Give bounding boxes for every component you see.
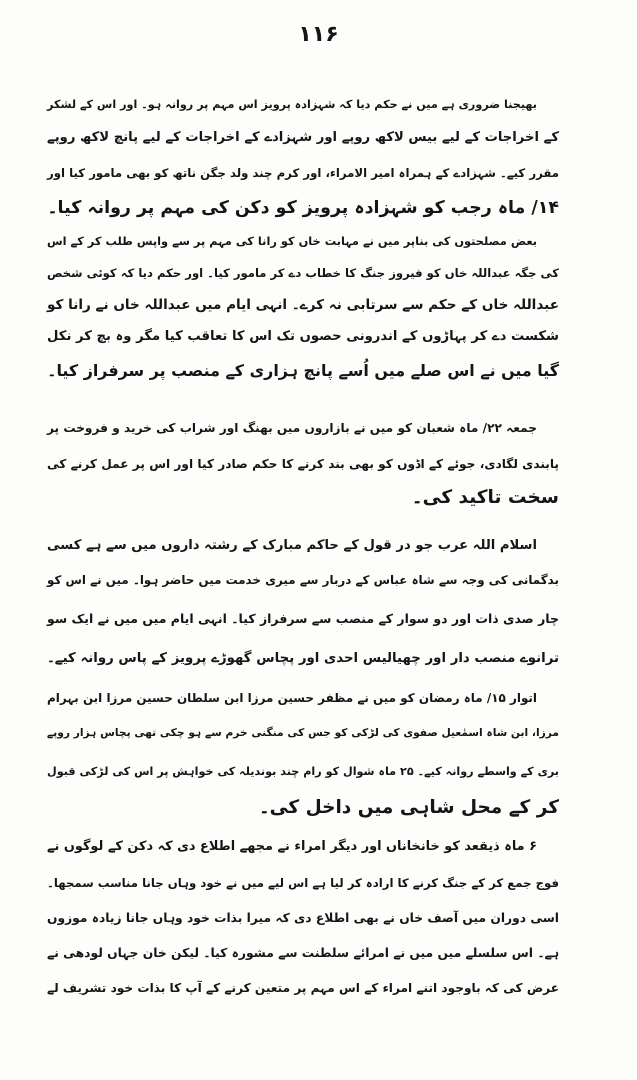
text-line: ترانوے منصب دار اور چھیالیس احدی اور پچاس گھوڑے پرویز کے پاس روانہ کیے۔ bbox=[47, 651, 559, 666]
text-line: عبداللہ خاں کے حکم سے سرتابی نہ کرے۔ انہی ایام میں عبداللہ خاں نے رانا کو bbox=[47, 297, 559, 313]
text-line: کے اخراجات کے لیے بیس لاکھ روپے اور شہزادے کے اخراجات کے لیے پانچ لاکھ روپے bbox=[47, 130, 559, 145]
text-line: عرض کی کہ باوجود اتنے امراء کے اس مہم پر متعین کرنے کے آپ کا بذات خود تشریف لے bbox=[47, 981, 559, 995]
text-line: بری کے واسطے روانہ کیے۔ ۲۵ ماہ شوال کو رام چند بوندیلہ کی خواہش پر اس کی لڑکی قبول bbox=[47, 765, 559, 778]
text-line: بدگمانی کی وجہ سے شاہ عباس کے دربار سے میری خدمت میں حاضر ہوا۔ میں نے اس کو bbox=[47, 573, 559, 587]
text-line: ۱۴/ ماہ رجب کو شہزادہ پرویز کو دکن کی مہم پر روانہ کیا۔ bbox=[47, 198, 559, 218]
text-line: جمعہ ۲۲/ ماہ شعبان کو میں نے بازاروں میں بھنگ اور شراب کی خرید و فروخت پر bbox=[47, 421, 538, 435]
text-line: ہے۔ اس سلسلے میں میں نے امرائے سلطنت سے مشورہ کیا۔ لیکن خان جہاں لودھی نے bbox=[47, 946, 559, 960]
text-line: کی جگہ عبداللہ خاں کو فیروز جنگ کا خطاب دے کر مامور کیا۔ اور حکم دیا کہ کوئی شخص bbox=[47, 266, 559, 280]
text-line: مرزا، ابن شاہ اسمٰعیل صفوی کی لڑکی کو جس کی منگنی خرم سے ہو چکی تھی پچاس ہزار روپے bbox=[47, 726, 559, 739]
text-line: چار صدی ذات اور دو سوار کے منصب سے سرفراز کیا۔ انہی ایام میں میں نے ایک سو bbox=[47, 611, 559, 626]
text-line: پابندی لگادی، جوئے کے اڈوں کو بھی بند کرنے کا حکم صادر کیا اور اس پر عمل کرنے کی bbox=[47, 457, 559, 471]
text-line: شکست دے کر پہاڑوں کے اندرونی حصوں تک اس کا تعاقب کیا مگر وہ بچ کر نکل bbox=[47, 329, 559, 344]
text-line: فوج جمع کر کے جنگ کرنے کا ارادہ کر لیا ہے اس لیے میں نے خود وہاں جانا مناسب سمجھا۔ bbox=[47, 876, 559, 890]
text-line: بعض مصلحتوں کی بناپر میں نے مہابت خاں کو رانا کی مہم پر سے واپس طلب کر کے اس bbox=[47, 234, 537, 248]
text-line: بھیجنا ضروری ہے میں نے حکم دیا کہ شہزادہ پرویز اس مہم پر روانہ ہو۔ اور اس کے لشکر bbox=[47, 98, 537, 111]
text-line: مقرر کیے۔ شہزادے کے ہمراہ امیر الامراء، اور کرم چند ولد جگن ناتھ کو بھی مامور کیا اور bbox=[47, 166, 559, 180]
text-line: کر کے محل شاہی میں داخل کی۔ bbox=[258, 797, 559, 818]
text-line: سخت تاکید کی۔ bbox=[411, 487, 559, 508]
text-line: اسلام اللہ عرب جو در قول کے حاکم مبارک کے رشتہ داروں میں سے ہے کسی bbox=[47, 538, 537, 553]
text-line: اتوار ۱۵/ ماہ رمضان کو میں نے مظفر حسین مرزا ابن سلطان حسین مرزا ابن بہرام bbox=[47, 691, 537, 705]
text-line: ۶ ماہ ذیقعد کو خانخاناں اور دیگر امراء نے مجھے اطلاع دی کہ دکن کے لوگوں نے bbox=[47, 839, 537, 854]
text-line: گیا میں نے اس صلے میں اُسے پانچ ہزاری کے منصب پر سرفراز کیا۔ bbox=[47, 361, 559, 380]
text-line: اسی دوران میں آصف خاں نے بھی اطلاع دی کہ میرا بذات خود وہاں جانا زیادہ موزوں bbox=[47, 911, 559, 925]
page-number: ۱۱۶ bbox=[298, 22, 339, 47]
